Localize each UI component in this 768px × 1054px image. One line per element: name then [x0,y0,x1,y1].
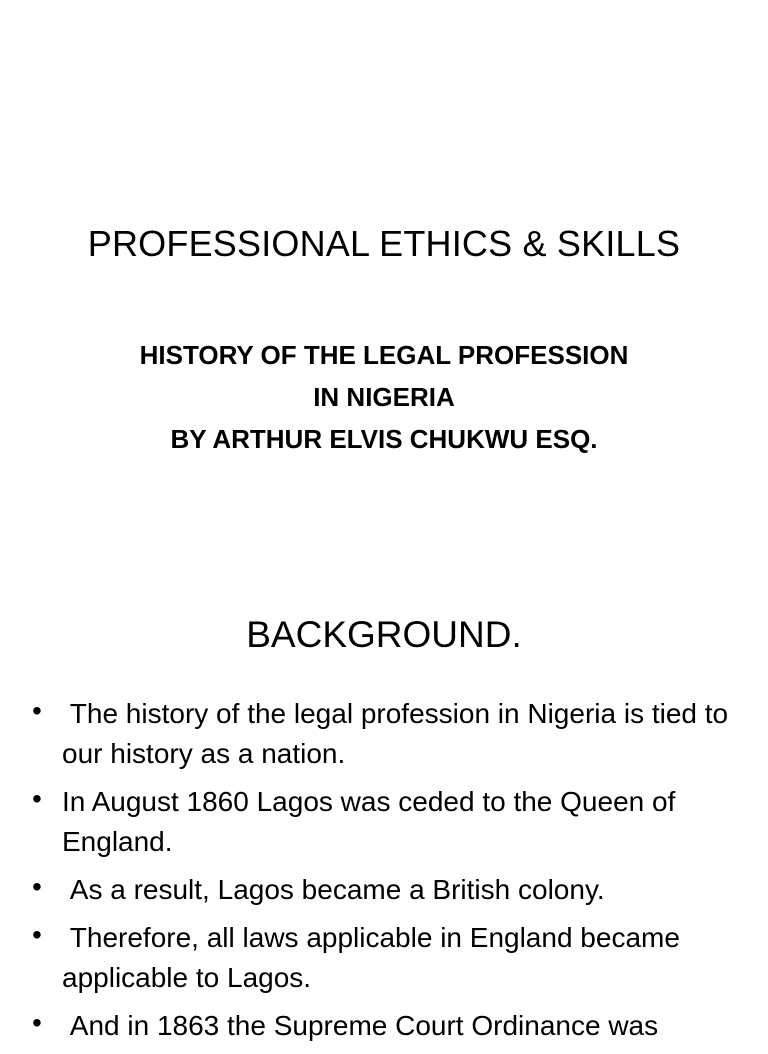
bullet-item [0,870,768,910]
slide-subtitle [0,334,768,460]
slide-background [0,576,768,1041]
bullet-text: Therefore, all laws applicable in England became applicable to Lagos. [62,922,688,993]
subtitle-line: BY ARTHUR ELVIS CHUKWU ESQ. [170,424,598,454]
subtitle-line: IN NIGERIA [313,382,455,412]
bullet-item [0,694,768,774]
bullet-icon: • [32,783,42,814]
bullet-item [0,918,768,998]
bullet-item [0,782,768,862]
slide-main-title: PROFESSIONAL ETHICS & SKILLS [87,223,681,264]
bullet-list [0,694,768,1054]
subtitle-line: HISTORY OF THE LEGAL PROFESSION [139,340,629,370]
bullet-icon: • [32,871,42,902]
bullet-item [0,1006,768,1046]
bullet-icon: • [32,1007,42,1038]
bullet-icon: • [32,695,42,726]
bullet-icon: • [32,919,42,950]
section-title: BACKGROUND. [246,614,522,655]
bullet-text: The history of the legal profession in Nigeria is tied to our history as a nation. [62,698,736,769]
bullet-text: In August 1860 Lagos was ceded to the Queen of England. [62,786,684,857]
bullet-text: As a result, Lagos became a British colony. [62,874,605,905]
bullet-text: And in 1863 the Supreme Court Ordinance was [62,1010,659,1041]
